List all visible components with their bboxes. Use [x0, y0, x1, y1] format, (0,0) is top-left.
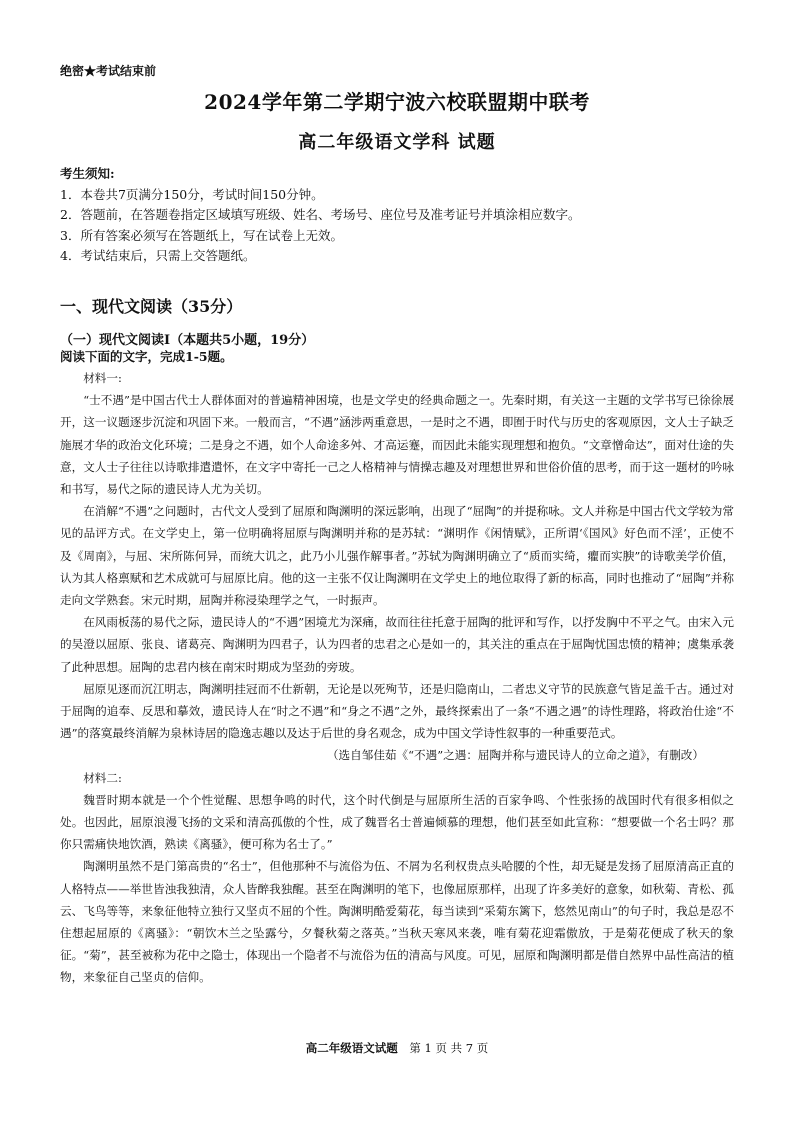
exam-title: 2024学年第二学期宁波六校联盟期中联考	[204, 90, 590, 114]
reading-instruction: 阅读下面的文字，完成1-5题。	[60, 349, 233, 364]
notice-item: 1．本卷共7页满分150分，考试时间150分钟。	[60, 186, 324, 202]
material-label: 材料一:	[83, 371, 122, 385]
paragraph: 魏晋时期本就是一个个性觉醒、思想争鸣的时代，这个时代倒是与屈原所生活的百家争鸣、个性张扬的战国时代有很多相似之处。也因此，屈原浪漫飞扬的文采和清高孤傲的个性，成了魏晋名士普遍倾慕的理想，他们甚至如此宣称：“想要做一个名士吗？那你只需痛快地饮酒，熟读《离骚》，便可称为名士了。”	[60, 792, 734, 852]
footer-title: 高二年级语文试题	[305, 1041, 398, 1055]
paragraph: 屈原见逐而沉江明志，陶渊明挂冠而不仕新朝，无论是以死殉节，还是归隐南山，二者忠义守节的民族意气皆足盖千古。通过对于屈陶的追奉、反思和摹效，遗民诗人在“时之不遇”和“身之不遇”之外，最终探索出了一条“不遇之遇”的诗性理路，将政治仕途“不遇”的落寞最终消解为泉林诗居的隐逸志趣以及达于后世的身名观念，成为中国文学诗性叙事的一种重要范式。	[60, 681, 734, 741]
paragraph: 陶渊明虽然不是门第高贵的“名士”，但他那种不与流俗为伍、不屑为名利权贵点头哈腰的个性，却无疑是发扬了屈原清高正直的人格特点——举世皆浊我独清，众人皆醉我独醒。甚至在陶渊明的笔下，也像屈原那样，出现了许多美好的意象，如秋菊、青松、孤云、飞鸟等等，来象征他特立独行又坚贞不屈的个性。陶渊明酷爱菊花，每当读到“采菊东篱下，悠然见南山”的句子时，我总是忍不住想起屈原的《离骚》：“朝饮木兰之坠露兮，夕餐秋菊之落英。”当秋天寒风来袭，唯有菊花迎霜傲放，于是菊花便成了秋天的象征。“菊”，甚至被称为花中之隐士，体现出一个隐者不与流俗为伍的清高与风度。可见，屈原和陶渊明都是借自然界中品性高洁的植物，来象征自己坚贞的信仰。	[60, 859, 734, 985]
section-heading: 一、现代文阅读（35分）	[60, 297, 243, 316]
notice-item: 4．考试结束后，只需上交答题纸。	[60, 248, 256, 263]
paragraph: “士不遇”是中国古代士人群体面对的普遍精神困境，也是文学史的经典命题之一。先秦时期，有关这一主题的文学书写已徐徐展开，这一议题逐步沉淀和巩固下来。一般而言，“不遇”涵涉两重意思，一是时之不遇，即囿于时代与历史的客观原因，文人士子缺乏施展才华的政治文化环境；二是身之不遇，如个人命途多舛、才高运蹇，而因此未能实现理想和抱负。“文章憎命达”，面对仕途的失意，文人士子往往以诗歌排遣遣怀，在文字中寄托一己之人格精神与情操志趣及对理想世界和世俗价值的思考，而于这一题材的吟咏和书写，易代之际的遗民诗人尤为关切。	[60, 393, 734, 497]
paragraph: 在风雨板荡的易代之际，遗民诗人的“不遇”困境尤为深痛，故而往往托意于屈陶的批评和写作，以抒发胸中不平之气。由宋入元的吴澄以屈原、张良、诸葛亮、陶渊明为四君子，认为四者的忠君之心是如一的，其关注的重点在于屈陶忧国忠愤的精神；虞集承袭了此种思想。屈陶的忠君内核在南宋时期成为坚劲的旁玻。	[60, 615, 734, 674]
part-heading: （一）现代文阅读Ⅰ（本题共5小题，19分）	[60, 333, 315, 348]
paragraph: 在消解“不遇”之问题时，古代文人受到了屈原和陶渊明的深远影响，出现了“屈陶”的并提称咏。文人并称是中国古代文学较为常见的品评方式。在文学史上，第一位明确将屈原与陶渊明并称的是苏轼：“渊明作《闲情赋》，正所谓‘《国风》好色而不淫’，正使不及《周南》，与屈、宋所陈何异，而统大讥之，此乃小儿强作解事者。”苏轼为陶渊明确立了“质而实绮，癯而实腴”的诗歌美学价值，认为其人格禀赋和艺术成就可与屈原比肩。他的这一主张不仅让陶渊明在文学史上的地位取得了新的标高，同时也推动了“屈陶”并称走向文学熟套。宋元时期，屈陶并称浸染理学之气，一时振声。	[60, 504, 734, 608]
notice-item: 3．所有答案必须写在答题纸上，写在试卷上无效。	[60, 227, 343, 243]
reading-passage	[60, 367, 734, 989]
source-citation: （选自邹佳茹《“不遇”之遇：屈陶并称与遗民诗人的立命之道》，有删改）	[326, 748, 704, 763]
notice-heading: 考生须知:	[60, 166, 115, 181]
notice-item: 2．答题前，在答题卷指定区域填写班级、姓名、考场号、座位号及准考证号并填涂相应数字。	[60, 207, 581, 222]
secret-label: 绝密★考试结束前	[60, 64, 157, 78]
page-footer	[0, 1040, 794, 1056]
candidate-notice	[60, 164, 734, 267]
material-label: 材料二:	[83, 770, 122, 785]
page-number: 第 1 页 共 7 页	[409, 1041, 489, 1055]
exam-subtitle: 高二年级语文学科 试题	[298, 132, 496, 153]
